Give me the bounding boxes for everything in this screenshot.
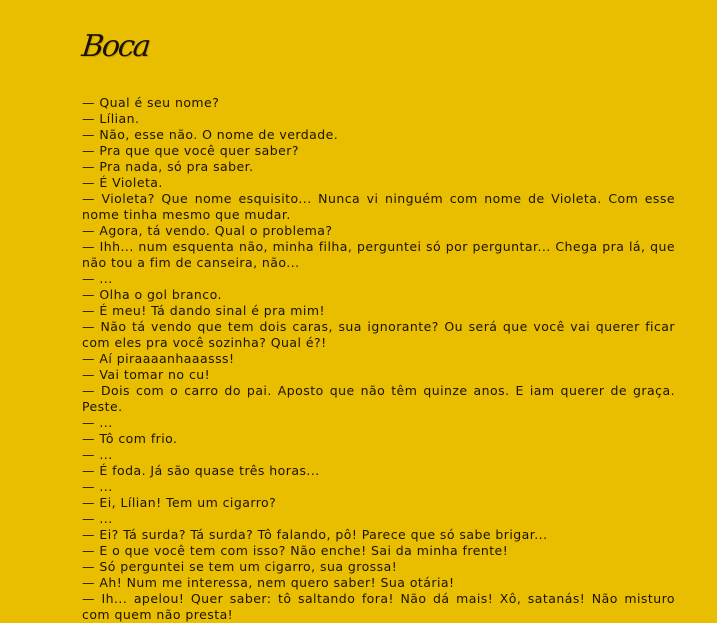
dialogue-line: — ... [82, 447, 113, 462]
dialogue-line: — ... [82, 271, 113, 286]
dialogue-line: — Dois com o carro do pai. Aposto que não têm quinze anos. E iam querer de graça. Peste. [82, 383, 675, 414]
dialogue-line: — ... [82, 415, 113, 430]
dialogue-line: — Olha o gol branco. [82, 287, 222, 302]
dialogue-line: — Vai tomar no cu! [82, 367, 211, 382]
dialogue-line: — Ei? Tá surda? Tá surda? Tô falando, pô! Parece que só sabe brigar... [82, 527, 548, 542]
dialogue-line: — Só perguntei se tem um cigarro, sua grossa! [82, 559, 398, 574]
dialogue-line: — Pra que que você quer saber? [82, 143, 299, 158]
dialogue-line: — Ei, Lílian! Tem um cigarro? [82, 495, 277, 510]
dialogue-line: — Violeta? Que nome esquisito... Nunca vi ninguém com nome de Violeta. Com esse nome tinha mesmo que mudar. [82, 191, 675, 222]
page-title: Boca [80, 29, 151, 64]
dialogue-line: — Ihh... num esquenta não, minha filha, perguntei só por perguntar... Chega pra lá, que não tou a fim de canseira, não... [82, 239, 675, 270]
dialogue-line: — Agora, tá vendo. Qual o problema? [82, 223, 333, 238]
dialogue-line: — É foda. Já são quase três horas... [82, 463, 320, 478]
dialogue-line: — Não, esse não. O nome de verdade. [82, 127, 339, 142]
dialogue-line: — Não tá vendo que tem dois caras, sua ignorante? Ou será que você vai querer ficar com eles pra você sozinha? Qual é?! [82, 319, 675, 350]
dialogue-line: — ... [82, 511, 113, 526]
dialogue-line: — Pra nada, só pra saber. [82, 159, 254, 174]
dialogue-line: — Qual é seu nome? [82, 95, 220, 110]
dialogue-line: — Ah! Num me interessa, nem quero saber! Sua otária! [82, 575, 455, 590]
dialogue-line: — E o que você tem com isso? Não enche! Sai da minha frente! [82, 543, 509, 558]
dialogue-line: — Lílian. [82, 111, 140, 126]
dialogue-line: — É Violeta. [82, 175, 163, 190]
dialogue-line: — Ih... apelou! Quer saber: tô saltando fora! Não dá mais! Xô, satanás! Não misturo com quem não presta! [82, 591, 675, 622]
dialogue-line: — É meu! Tá dando sinal é pra mim! [82, 303, 325, 318]
dialogue-text [82, 95, 675, 623]
dialogue-line: — Aí piraaaanhaaasss! [82, 351, 235, 366]
dialogue-line: — Tô com frio. [82, 431, 178, 446]
dialogue-line: — ... [82, 479, 113, 494]
